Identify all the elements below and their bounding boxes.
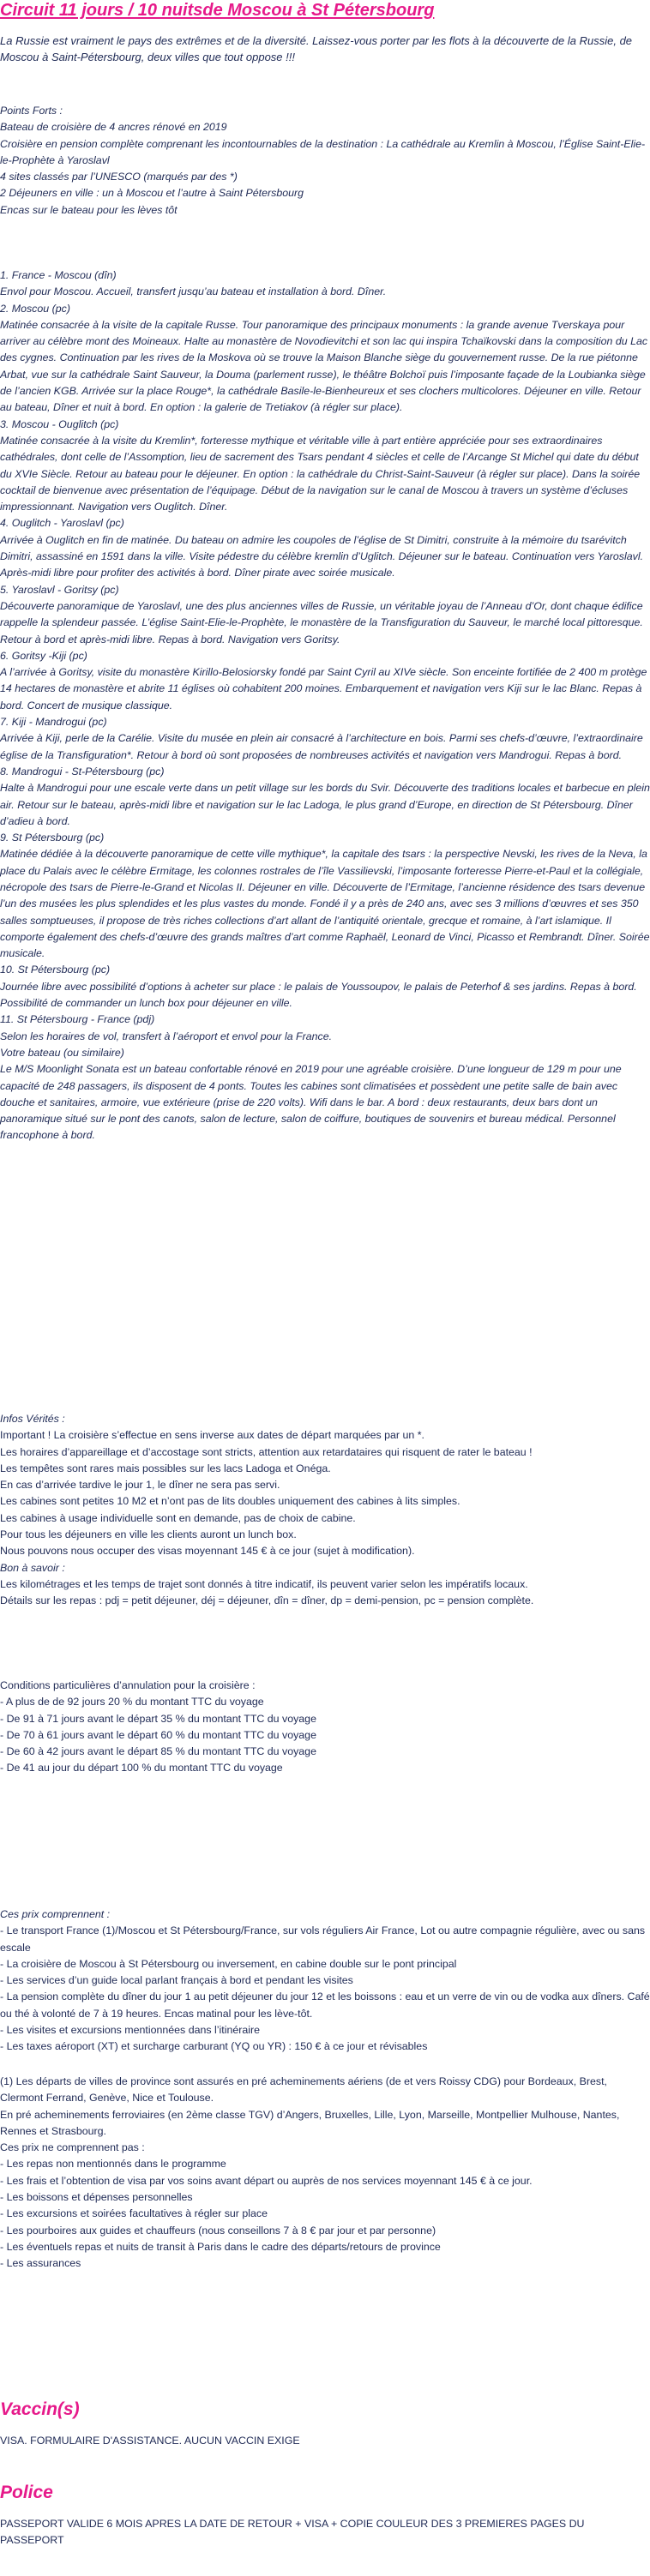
- title-section: [0, 0, 650, 21]
- notes-line: - Les boissons et dépenses personnelles: [0, 2191, 193, 2204]
- itinerary-list: [0, 267, 650, 1144]
- notes-line: - Les éventuels repas et nuits de transit à Paris dans le cadre des départs/retours de province: [0, 2240, 441, 2253]
- notes-line: En pré acheminements ferroviaires (en 2ème classe TGV) d’Angers, Bruxelles, Lille, Lyon, Marseille, Montpellier Mulhouse, Nantes, Rennes et Strasbourg.: [0, 2108, 620, 2137]
- day-title: 3. Moscou - Ouglitch (pc): [0, 417, 119, 430]
- notes-line: - Les excursions et soirées facultatives à régler sur place: [0, 2207, 268, 2220]
- infos-section: [0, 1411, 650, 1610]
- day-title: 2. Moscou (pc): [0, 302, 70, 315]
- prix-line: - La pension complète du dîner du jour 1 au petit déjeuner du jour 12 et les boissons : eau et un verre de vin ou de vodka aux dîners. Café ou thé à volonté de 7 à 19 heures. Encas matinal pour les lève-tôt.: [0, 1991, 650, 2020]
- infos-line: Les cabines sont petites 10 M2 et n’ont pas de lits doubles uniquement des cabines à lits simples.: [0, 1495, 460, 1508]
- conditions-line: - A plus de de 92 jours 20 % du montant TTC du voyage: [0, 1696, 264, 1708]
- day-text: Journée libre avec possibilité d’options à acheter sur place : le palais de Youssoupov, le palais de Peterhof & ses jardins. Repas à bord. Possibilité de commander un lunch box pour déjeuner en ville.: [0, 980, 637, 1010]
- police-heading: Police: [0, 2483, 53, 2502]
- notes-line: - Les frais et l’obtention de visa par vos soins avant départ ou auprès de nos services moyennant 145 € à ce jour.: [0, 2174, 533, 2187]
- intro-text: La Russie est vraiment le pays des extrêmes et de la diversité. Laissez-vous porter par les flots à la découverte de la Russie, de Moscou à Saint-Pétersbourg, deux villes que tout oppose !!!: [0, 34, 633, 63]
- vaccins-section: [0, 2399, 650, 2449]
- page-title: Circuit 11 jours / 10 nuitsde Moscou à St Pétersbourg: [0, 1, 435, 20]
- prix-line: - Le transport France (1)/Moscou et St Pétersbourg/France, sur vols réguliers Air France, Lot ou autre compagnie régulière, avec ou sans escale: [0, 1924, 646, 1954]
- notes-heading: Ces prix ne comprennent pas :: [0, 2141, 145, 2154]
- infos-line: Nous pouvons nous occuper des visas moyennant 145 € à ce jour (sujet à modification).: [0, 1545, 415, 1558]
- points-forts-line: 2 Déjeuners en ville : un à Moscou et l’autre à Saint Pétersbourg: [0, 187, 304, 200]
- points-forts-line: Points Forts :: [0, 105, 63, 117]
- day-text: A l’arrivée à Goritsy, visite du monastère Kirillo-Belosiorsky fondé par Saint Cyril au XIVe siècle. Son enceinte fortifiée de 2 400 m protège 14 hectares de monastère et abrite 11 églises où cohabitent 200 moines. Embarquement et navigation vers Kiji sur le lac Blanc. Repas à bord. Concert de musique classique.: [0, 666, 647, 712]
- prix-list: [0, 1906, 650, 2056]
- itinerary-section: [0, 267, 650, 1144]
- infos-line: Important ! La croisière s’effectue en sens inverse aux dates de départ marquées par un *.: [0, 1429, 424, 1442]
- day-text: Matinée consacrée à la visite du Kremlin*, forteresse mythique et véritable ville à part entière appréciée pour ses extraordinaires cathédrales, dont celle de l’Assomption, lieu de sacrement des Tsars pendant 4 siècles et celle de l’Arcange St Michel qui date du début du XVIe Siècle. Retour au bateau pour le déjeuner. En option : la cathédrale du Christ-Saint-Sauveur (à régler sur place). Dans la soirée cocktail de bienvenue avec présentation de l’équipage. Début de la navigation sur le canal de Moscou à travers un système d’écluses impressionnant. Navigation vers Ouglitch. Dîner.: [0, 434, 641, 513]
- points-forts-section: [0, 103, 650, 219]
- notes-line: - Les assurances: [0, 2257, 81, 2270]
- notes-list: [0, 2074, 650, 2273]
- day-title: 1. France - Moscou (dîn): [0, 269, 117, 281]
- prix-line: - La croisière de Moscou à St Pétersbourg ou inversement, en cabine double sur le pont principal: [0, 1957, 457, 1970]
- points-forts-line: Bateau de croisière de 4 ancres rénové en 2019: [0, 121, 227, 134]
- infos-line: Les tempêtes sont rares mais possibles sur les lacs Ladoga et Onéga.: [0, 1462, 331, 1474]
- infos-line: Pour tous les déjeuners en ville les clients auront un lunch box.: [0, 1528, 297, 1541]
- day-text: Arrivée à Kiji, perle de la Carélie. Visite du musée en plein air consacré à l’architecture en bois. Parmi ses chefs-d’œuvre, l’extraordinaire église de la Transfiguration*. Retour à bord où sont proposées de nombreuses activités et navigation vers Mandrogui. Repas à bord.: [0, 732, 643, 761]
- prix-section: [0, 1906, 650, 2056]
- notes-section: [0, 2074, 650, 2273]
- points-forts-line: Croisière en pension complète comprenant les incontournables de la destination : La cathédrale au Kremlin à Moscou, l’Église Saint-Elie-le-Prophète à Yaroslavl: [0, 137, 646, 166]
- intro-section: [0, 33, 650, 65]
- points-forts-line: 4 sites classés par l’UNESCO (marqués par des *): [0, 171, 238, 183]
- conditions-list: [0, 1678, 650, 1777]
- day-title: 5. Yaroslavl - Goritsy (pc): [0, 583, 119, 596]
- points-forts-line: Encas sur le bateau pour les lèves tôt: [0, 203, 178, 216]
- day-text: Halte à Mandrogui pour une escale verte dans un petit village sur les bords du Svir. Découverte des traditions locales et barbecue en plein air. Retour sur le bateau, après-midi libre et navigation sur le lac Ladoga, le plus grand d’Europe, en direction de St Pétersbourg. Dîner d’adieu à bord.: [0, 782, 650, 827]
- prix-line: - Les services d’un guide local parlant français à bord et pendant les visites: [0, 1974, 353, 1987]
- vaccins-text: VISA. FORMULAIRE D'ASSISTANCE. AUCUN VACCIN EXIGE: [0, 2435, 300, 2447]
- infos-subheading: Bon à savoir :: [0, 1561, 65, 1574]
- conditions-line: - De 60 à 42 jours avant le départ 85 % du montant TTC du voyage: [0, 1745, 316, 1758]
- notes-line: - Les repas non mentionnés dans le programme: [0, 2158, 226, 2171]
- day-title: 4. Ouglitch - Yaroslavl (pc): [0, 517, 124, 530]
- infos-line: Détails sur les repas : pdj = petit déjeuner, déj = déjeuner, dîn = dîner, dp = demi-pension, pc = pension complète.: [0, 1594, 534, 1607]
- day-text: Matinée consacrée à la visite de la capitale Russe. Tour panoramique des principaux monuments : la grande avenue Tverskaya pour arriver au célèbre mont des Moineaux. Halte au monastère de Novodievitchi et son lac qui inspira Tchaïkovski dans la composition du Lac des cygnes. Continuation par les rives de la Moskova où se trouve la Maison Blanche siège du gouvernement russe. De la rue piétonne Arbat, vue sur la cathédrale Saint Sauveur, la Douma (parlement russe), le théâtre Bolchoï puis l’imposante façade de la Loubianka siège de l’ancien KGB. Arrivée sur la place Rouge*, la cathédrale Basile-le-Bienheureux et ses clochers multicolores. Déjeuner en ville. Retour au bateau, Dîner et nuit à bord. En option : la galerie de Tretiakov (à régler sur place).: [0, 318, 648, 414]
- day-title: 8. Mandrogui - St-Pétersbourg (pc): [0, 765, 165, 778]
- infos-heading: Infos Vérités :: [0, 1413, 65, 1425]
- infos-line: En cas d’arrivée tardive le jour 1, le dîner ne sera pas servi.: [0, 1479, 280, 1492]
- conditions-section: [0, 1678, 650, 1777]
- infos-line: Les cabines à usage individuelle sont en demande, pas de choix de cabine.: [0, 1511, 356, 1524]
- prix-line: - Les taxes aéroport (XT) et surcharge carburant (YQ ou YR) : 150 € à ce jour et révisables: [0, 2040, 428, 2053]
- day-text: Découverte panoramique de Yaroslavl, une des plus anciennes villes de Russie, un véritable joyau de l’Anneau d’Or, dont chaque édifice rappelle la splendeur passée. L’église Saint-Elie-le-Prophète, le monastère de la Transfiguration du Sauveur, le marché local pittoresque. Retour à bord et après-midi libre. Repas à bord. Navigation vers Goritsy.: [0, 599, 643, 646]
- infos-line: Les kilométrages et les temps de trajet sont donnés à titre indicatif, ils peuvent varier selon les impératifs locaux.: [0, 1577, 528, 1590]
- vaccins-heading: Vaccin(s): [0, 2399, 80, 2419]
- boat-title: Votre bateau (ou similaire): [0, 1046, 124, 1059]
- infos-list: [0, 1411, 650, 1610]
- conditions-line: - De 41 au jour du départ 100 % du montant TTC du voyage: [0, 1762, 283, 1774]
- police-section: [0, 2482, 650, 2549]
- day-text: Selon les horaires de vol, transfert à l’aéroport et envol pour la France.: [0, 1030, 333, 1042]
- prix-line: - Les visites et excursions mentionnées dans l’itinéraire: [0, 2024, 261, 2037]
- notes-line: - Les pourboires aux guides et chauffeurs (nous conseillons 7 à 8 € par jour et par personne): [0, 2224, 436, 2237]
- infos-line: Les horaires d’appareillage et d’accostage sont stricts, attention aux retardataires qui risquent de rater le bateau !: [0, 1445, 533, 1458]
- notes-line: (1) Les départs de villes de province sont assurés en pré acheminements aériens (de et vers Roissy CDG) pour Bordeaux, Brest, Clermont Ferrand, Genève, Nice et Toulouse.: [0, 2075, 607, 2105]
- day-text: Envol pour Moscou. Accueil, transfert jusqu’au bateau et installation à bord. Dîner.: [0, 285, 387, 298]
- prix-heading: Ces prix comprennent :: [0, 1908, 111, 1920]
- conditions-line: - De 91 à 71 jours avant le départ 35 % du montant TTC du voyage: [0, 1712, 316, 1725]
- day-title: 11. St Pétersbourg - France (pdj): [0, 1013, 155, 1026]
- points-forts-list: [0, 103, 650, 219]
- boat-text: Le M/S Moonlight Sonata est un bateau confortable rénové en 2019 pour une agréable croisière. D’une longueur de 129 m pour une capacité de 248 passagers, ils disposent de 4 ponts. Toutes les cabines sont climatisées et possèdent une petite salle de bain avec douche et sanitaires, armoire, vue extérieure (prise de 220 volts). Wifi dans le bar. A bord : deux restaurants, deux bars dont un panoramique situé sur le pont des canots, salon de lecture, salon de coiffure, boutiques de souvenirs et bureau médical. Personnel francophone à bord.: [0, 1063, 622, 1142]
- police-text: PASSEPORT VALIDE 6 MOIS APRES LA DATE DE RETOUR + VISA + COPIE COULEUR DES 3 PREMIERES PAGES DU PASSEPORT: [0, 2518, 585, 2547]
- conditions-heading: Conditions particulières d’annulation pour la croisière :: [0, 1679, 256, 1691]
- day-title: 6. Goritsy -Kiji (pc): [0, 649, 87, 662]
- day-title: 9. St Pétersbourg (pc): [0, 832, 105, 844]
- day-title: 10. St Pétersbourg (pc): [0, 964, 111, 976]
- day-title: 7. Kiji - Mandrogui (pc): [0, 716, 107, 729]
- day-text: Arrivée à Ouglitch en fin de matinée. Du bateau on admire les coupoles de l’église de St Dimitri, construite à la mémoire du tsarévitch Dimitri, assassiné en 1591 dans la ville. Visite pédestre du célèbre kremlin d’Uglitch. Déjeuner sur le bateau. Continuation vers Yaroslavl. Après-midi libre pour profiter des activités à bord. Dîner pirate avec soirée musicale.: [0, 533, 644, 579]
- day-text: Matinée dédiée à la découverte panoramique de cette ville mythique*, la capitale des tsars : la perspective Nevski, les rives de la Neva, la place du Palais avec le célèbre Ermitage, les colonnes rostrales de l’île Vassilievski, l’imposante forteresse Pierre-et-Paul et la collégiale, nécropole des tsars de Pierre-le-Grand et Nicolas II. Déjeuner en ville. Découverte de l’Ermitage, l’ancienne résidence des tsars devenue l’un des musées les plus splendides et les plus vastes du monde. Fondé il y a près de 240 ans, avec ses 3 millions d’œuvres et ses 350 salles somptueuses, il propose de très riches collections d’art allant de l’antiquité orientale, grecque et romaine, à l’art islamique. Il comporte également des chefs-d’œuvre des grands maîtres d’art comme Raphaël, Leonard de Vinci, Picasso et Rembrandt. Dîner. Soirée musicale.: [0, 848, 650, 960]
- conditions-line: - De 70 à 61 jours avant le départ 60 % du montant TTC du voyage: [0, 1728, 316, 1741]
